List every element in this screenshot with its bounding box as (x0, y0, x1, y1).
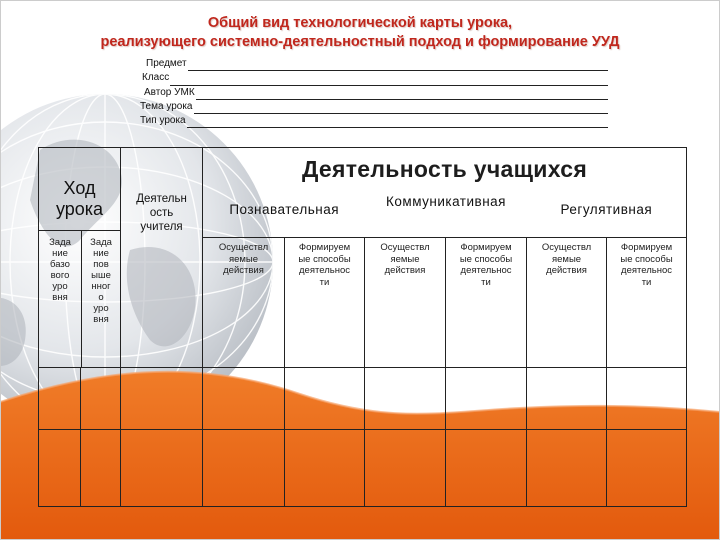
title-line-1: Общий вид технологической карты урока, (207, 15, 513, 31)
title-line-2: реализующего системно-деятельностный подход и формирование УУД (100, 34, 620, 50)
field-subject: Предмет (138, 57, 608, 71)
field-class: Класс (138, 71, 608, 85)
student-activity-heading: Деятельность учащихся (301, 156, 588, 182)
teacher-activity-cell: Деятельн ость учителя (121, 148, 203, 368)
table-row (39, 368, 687, 430)
table-row (39, 430, 687, 507)
lesson-map-table (38, 147, 687, 507)
regulative-methods: Формируем ые способы деятельнос ти (620, 242, 673, 288)
communicative-methods: Формируем ые способы деятельнос ти (446, 238, 527, 367)
category-cognitive: Познавательная (229, 202, 340, 217)
field-topic: Тема урока (138, 100, 608, 114)
cognitive-methods: Формируем ые способы деятельнос ти (285, 238, 365, 367)
task-high-level: Зада ние пов ыше нног о уро вня (90, 237, 112, 325)
lesson-flow-heading: Ход урока (55, 178, 104, 219)
lesson-flow-cell (39, 148, 121, 368)
task-base-level: Зада ние базо вого уро вня (39, 231, 82, 367)
communicative-actions: Осуществл яемые действия (365, 238, 446, 367)
category-regulative: Регулятивная (560, 202, 653, 217)
cognitive-actions: Осуществл яемые действия (203, 238, 285, 367)
field-author: Автор УМК (138, 86, 608, 100)
lesson-fields (138, 57, 608, 128)
page-title (0, 14, 720, 52)
category-communicative: Коммуникативная (386, 194, 506, 209)
field-type: Тип урока (138, 114, 608, 128)
regulative-actions: Осуществл яемые действия (527, 238, 607, 367)
student-activity-cell (203, 148, 687, 368)
